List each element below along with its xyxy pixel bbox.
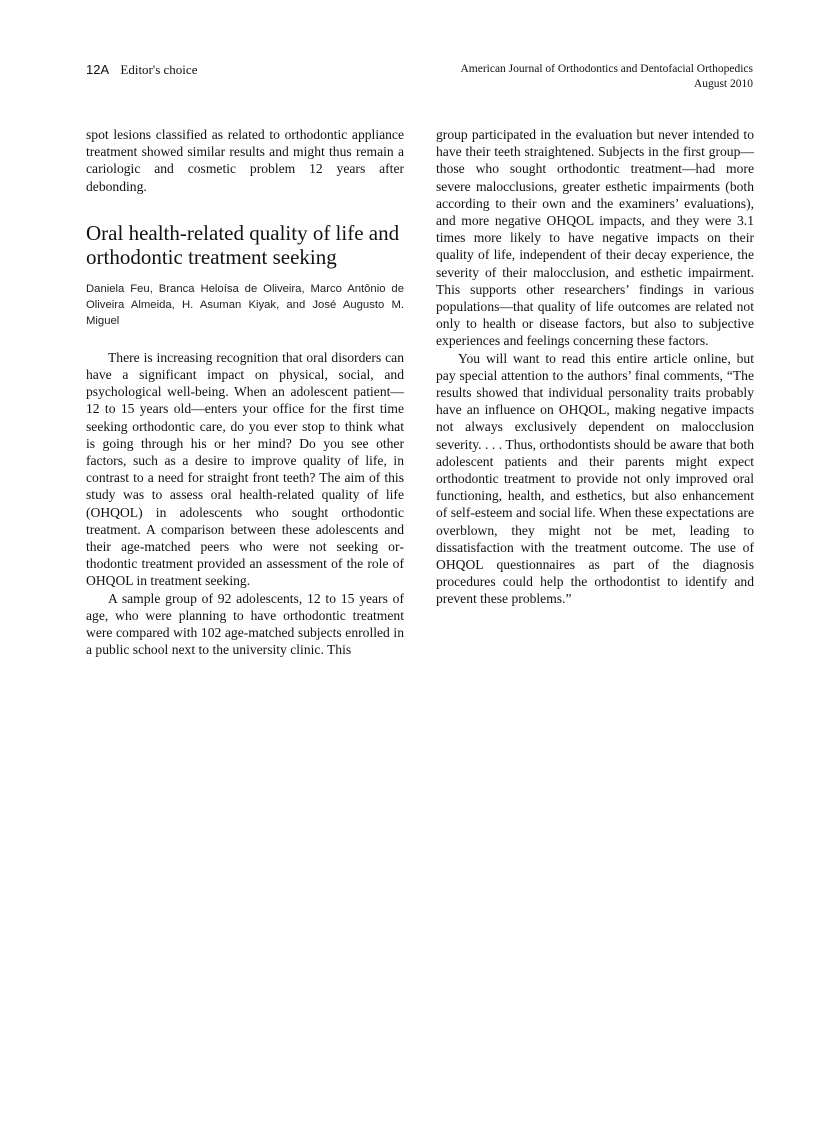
journal-name: American Journal of Orthodontics and Dentofacial Orthopedics	[460, 63, 753, 75]
issue-date: August 2010	[693, 78, 753, 90]
continued-paragraph: spot lesions classified as related to orthodontic appliance treatment showed similar results and might thus remain a cariologic and cosmetic problem 12 years after debonding.	[86, 127, 404, 194]
left-column	[86, 126, 404, 658]
body-paragraph-2-end: group participated in the evaluation but never intended to have their teeth straightened. Subjects in the first group—those who sought orthodontic treatment—had more severe malocclusions, greater esthetic impairments (both according to their own and the examiners’ evaluations), and more negative OHQOL impacts, and they were 3.1 times more likely to have negative impacts on their quality of life, independent of their decay experience, the severity of their malocclusion, and esthetic impairment. This supports other researchers’ findings in various populations—that quality of life outcomes are related not only to health or disease factors, but also to subjective experiences and feelings concerning these factors.	[436, 127, 754, 349]
body-paragraph-1: There is increasing recognition that oral disorders can have a significant impact on physical, social, and psychological well-being. When an adolescent patient—12 to 15 years old—enters your office for the first time seeking orthodontic care, do you ever stop to think what is going through his or her mind? Do you see other factors, such as a desire to improve quality of life, in contrast to a need for straight front teeth? The aim of this study was to assess oral health-related quality of life (OHQOL) in adolescents who sought orthodontic treatment. A comparison between these adolescents and their age-matched peers who were not seeking orthodontic treatment provided an assessment of the role of OHQOL in treatment seeking.	[86, 349, 404, 589]
section-label: Editor's choice	[120, 62, 198, 77]
right-column	[436, 126, 754, 608]
body-paragraph-2-start: A sample group of 92 adolescents, 12 to 15 years of age, who were planning to have orthodontic treatment were compared with 102 age-matched subjects enrolled in a public school next to the university clinic. This	[86, 590, 404, 658]
running-header-left	[86, 62, 197, 78]
author-list: Daniela Feu, Branca Heloísa de Oliveira, Marco Antônio de Oliveira Almeida, H. Asuman Kiyak, and José Augusto M. Miguel	[86, 282, 404, 327]
running-header-right	[460, 62, 753, 92]
page-number: 12A	[86, 62, 110, 77]
body-paragraph-3: You will want to read this entire article online, but pay special attention to the authors’ final comments, “The results showed that individual personality traits probably have an influence on OHQOL, making negative impacts not always exclusively dependent on malocclusion severity. . . . Thus, orthodontists should be aware that both adolescent patients and their parents might expect orthodontic treatment to provide not only improved oral functioning, health, and esthetics, but also enhancement of self-esteem and social life. When these expectations are overblown, they might not be met, leading to dissatisfaction with the treatment outcome. The use of OHQOL questionnaires as part of the diagnosis procedures could help the orthodontist to identify and prevent these problems.”	[436, 350, 754, 607]
article-title: Oral health-related quality of life and orthodontic treatment seeking	[86, 220, 400, 269]
